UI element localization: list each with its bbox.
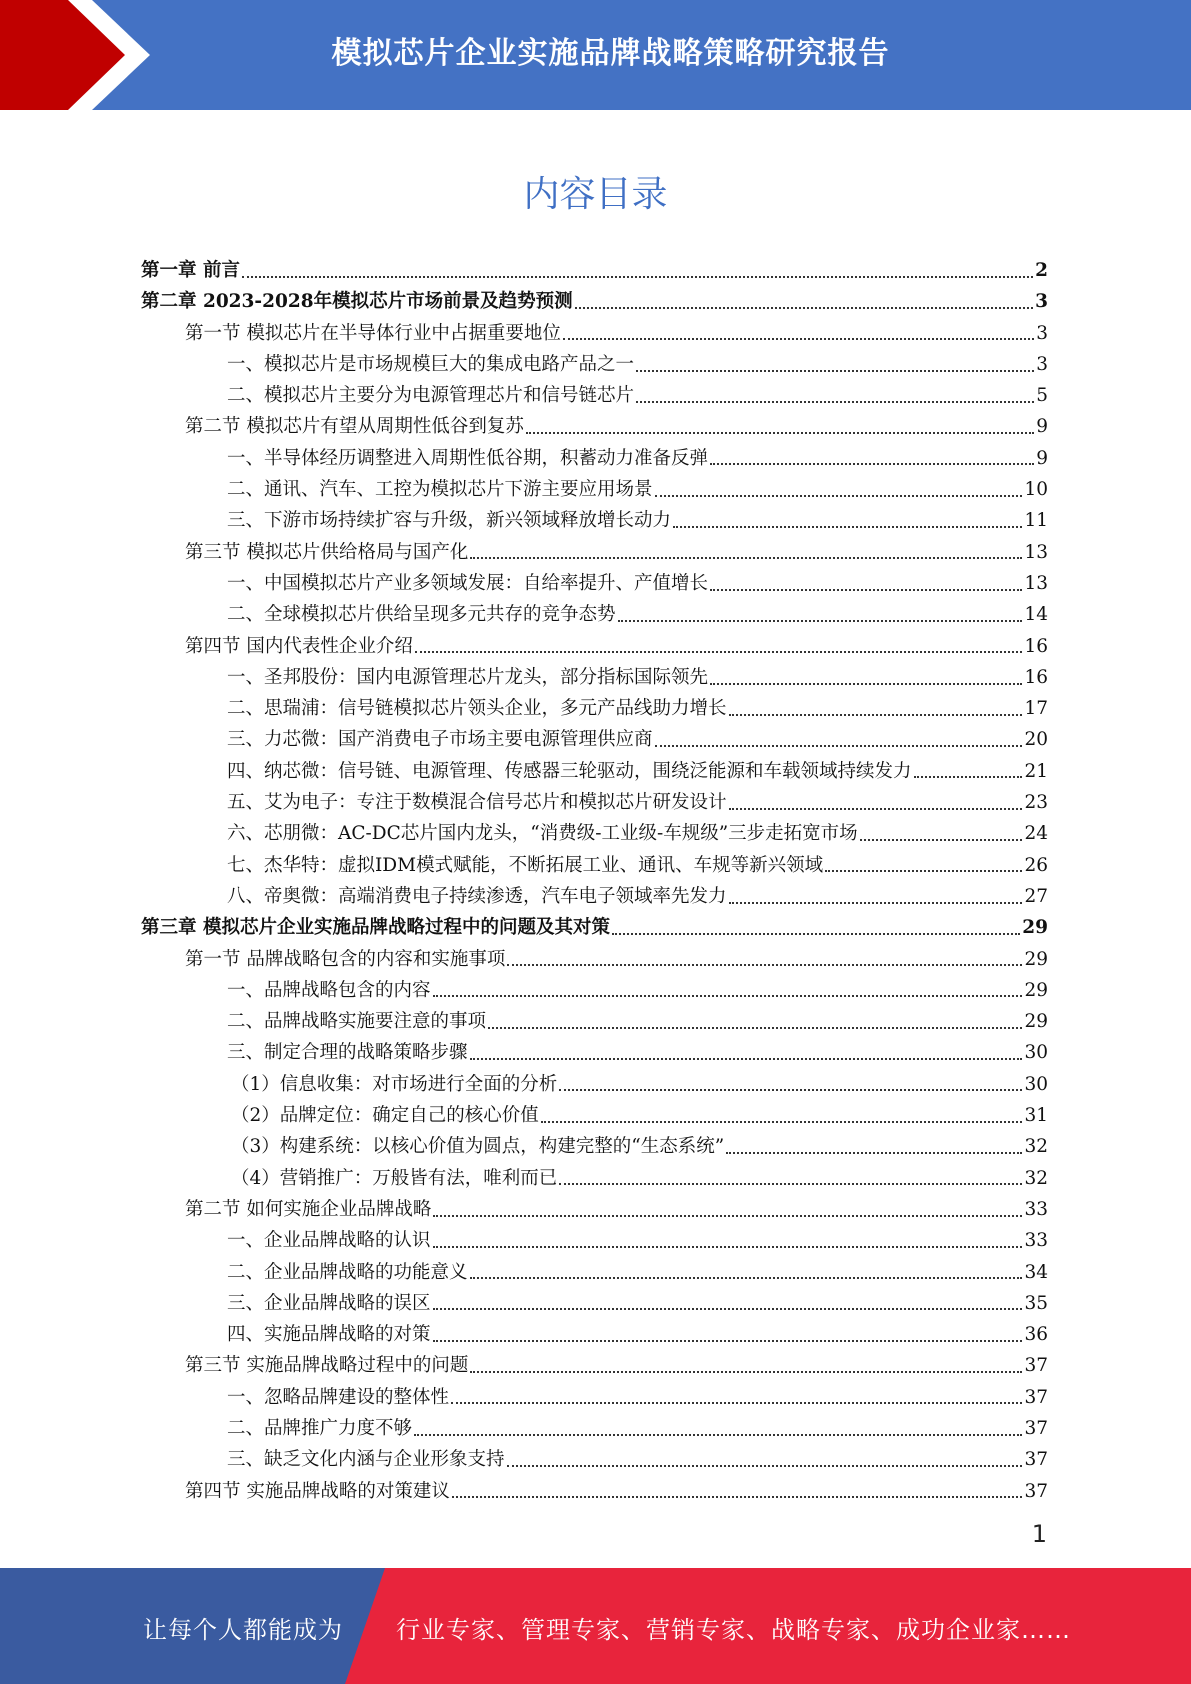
toc-entry[interactable] xyxy=(141,537,1048,568)
toc-entry[interactable] xyxy=(141,1225,1048,1256)
dot-leader xyxy=(636,370,1034,372)
dot-leader xyxy=(488,1027,1022,1029)
dot-leader xyxy=(470,1371,1022,1373)
dot-leader xyxy=(526,432,1034,434)
toc-entry-title: 二、品牌推广力度不够 xyxy=(227,1417,413,1439)
toc-entry[interactable] xyxy=(141,474,1048,505)
dot-leader xyxy=(507,1465,1023,1467)
toc-entry-page: 3 xyxy=(1035,291,1048,313)
toc-entry-page: 37 xyxy=(1024,1355,1048,1377)
dot-leader xyxy=(729,714,1023,716)
toc-entry[interactable] xyxy=(141,881,1048,912)
toc-entry-page: 23 xyxy=(1024,792,1048,814)
toc-entry-page: 37 xyxy=(1024,1449,1048,1471)
toc-entry-page: 33 xyxy=(1024,1198,1048,1220)
toc-entry[interactable] xyxy=(141,975,1048,1006)
dot-leader xyxy=(470,1058,1023,1060)
toc-entry[interactable] xyxy=(141,912,1048,943)
toc-entry-title: 二、通讯、汽车、工控为模拟芯片下游主要应用场景 xyxy=(227,479,653,501)
dot-leader xyxy=(729,902,1023,904)
toc-entry[interactable] xyxy=(141,1037,1048,1068)
toc-entry-title: 第三章 模拟芯片企业实施品牌战略过程中的问题及其对策 xyxy=(141,917,610,939)
toc-entry-title: 第一节 模拟芯片在半导体行业中占据重要地位 xyxy=(185,322,561,344)
footer-slogan-right: 行业专家、管理专家、营销专家、战略专家、成功企业家…… xyxy=(396,1616,1071,1644)
dot-leader xyxy=(242,276,1033,278)
toc-entry[interactable] xyxy=(141,1131,1048,1162)
dot-leader xyxy=(415,651,1023,653)
dot-leader xyxy=(433,1215,1022,1217)
dot-leader xyxy=(612,933,1020,935)
toc-entry-page: 5 xyxy=(1036,385,1048,407)
toc-entry-title: 六、芯朋微：AC-DC芯片国内龙头，“消费级-工业级-车规级”三步走拓宽市场 xyxy=(227,823,858,845)
dot-leader xyxy=(655,495,1023,497)
dot-leader xyxy=(673,526,1022,528)
toc-entry[interactable] xyxy=(141,349,1048,380)
toc-entry[interactable] xyxy=(141,1006,1048,1037)
table-of-contents xyxy=(141,255,1048,1507)
toc-entry[interactable] xyxy=(141,662,1048,693)
dot-leader xyxy=(618,620,1023,622)
toc-entry-title: （4）营销推广：万般皆有法，唯利而已 xyxy=(231,1167,558,1189)
toc-entry-title: 三、缺乏文化内涵与企业形象支持 xyxy=(227,1449,505,1471)
toc-entry-page: 14 xyxy=(1024,604,1048,626)
toc-entry-page: 36 xyxy=(1024,1324,1048,1346)
toc-entry[interactable] xyxy=(141,850,1048,881)
toc-entry-title: 第二章 2023-2028年模拟芯片市场前景及趋势预测 xyxy=(141,291,573,313)
page-header xyxy=(0,0,1191,110)
toc-entry[interactable] xyxy=(141,1444,1048,1475)
toc-entry-title: 第四节 国内代表性企业介绍 xyxy=(185,635,413,657)
toc-entry-page: 13 xyxy=(1024,572,1048,594)
dot-leader xyxy=(636,401,1034,403)
toc-entry-title: 一、企业品牌战略的认识 xyxy=(227,1230,431,1252)
toc-entry[interactable] xyxy=(141,693,1048,724)
toc-entry-title: 第一节 品牌战略包含的内容和实施事项 xyxy=(185,948,506,970)
page-footer xyxy=(0,1568,1191,1684)
toc-entry-page: 30 xyxy=(1024,1073,1048,1095)
toc-entry-title: 五、艾为电子：专注于数模混合信号芯片和模拟芯片研发设计 xyxy=(227,792,727,814)
toc-entry-page: 16 xyxy=(1024,666,1048,688)
dot-leader xyxy=(860,839,1023,841)
dot-leader xyxy=(559,1183,1022,1185)
dot-leader xyxy=(726,1152,1022,1154)
dot-leader xyxy=(433,995,1023,997)
toc-entry[interactable] xyxy=(141,1194,1048,1225)
toc-entry[interactable] xyxy=(141,318,1048,349)
toc-entry[interactable] xyxy=(141,756,1048,787)
toc-entry[interactable] xyxy=(141,1163,1048,1194)
toc-entry-page: 3 xyxy=(1036,322,1048,344)
footer-slogan-left: 让每个人都能成为 xyxy=(143,1616,343,1644)
toc-entry-page: 33 xyxy=(1024,1230,1048,1252)
toc-entry-title: 一、忽略品牌建设的整体性 xyxy=(227,1386,450,1408)
dot-leader xyxy=(433,1340,1023,1342)
toc-entry[interactable] xyxy=(141,599,1048,630)
dot-leader xyxy=(914,776,1023,778)
dot-leader xyxy=(710,463,1034,465)
dot-leader xyxy=(729,808,1023,810)
toc-entry-page: 9 xyxy=(1036,447,1048,469)
toc-entry-title: 第二节 模拟芯片有望从周期性低谷到复苏 xyxy=(185,416,524,438)
toc-entry-title: 三、企业品牌战略的误区 xyxy=(227,1292,431,1314)
toc-entry-title: 第一章 前言 xyxy=(141,260,240,281)
toc-entry[interactable] xyxy=(141,443,1048,474)
dot-leader xyxy=(541,1121,1023,1123)
toc-entry[interactable] xyxy=(141,1319,1048,1350)
toc-entry[interactable] xyxy=(141,631,1048,662)
toc-entry-page: 26 xyxy=(1024,854,1048,876)
toc-entry-title: 二、模拟芯片主要分为电源管理芯片和信号链芯片 xyxy=(227,385,635,407)
toc-entry-title: 三、力芯微：国产消费电子市场主要电源管理供应商 xyxy=(227,729,653,751)
dot-leader xyxy=(563,338,1034,340)
toc-entry-title: 七、杰华特：虚拟IDM模式赋能，不断拓展工业、通讯、车规等新兴领域 xyxy=(227,854,824,876)
toc-entry[interactable] xyxy=(141,255,1048,286)
toc-entry-title: 第三节 模拟芯片供给格局与国产化 xyxy=(185,541,469,563)
toc-entry-title: 二、思瑞浦：信号链模拟芯片领头企业，多元产品线助力增长 xyxy=(227,698,727,720)
toc-entry-page: 37 xyxy=(1024,1417,1048,1439)
toc-entry-page: 37 xyxy=(1024,1480,1048,1502)
toc-entry-page: 2 xyxy=(1035,260,1048,281)
toc-entry[interactable] xyxy=(141,818,1048,849)
toc-entry[interactable] xyxy=(141,1350,1048,1381)
toc-entry-title: 一、中国模拟芯片产业多领域发展：自给率提升、产值增长 xyxy=(227,572,709,594)
toc-entry-title: （2）品牌定位：确定自己的核心价值 xyxy=(231,1105,539,1127)
toc-entry[interactable] xyxy=(141,944,1048,975)
toc-entry[interactable] xyxy=(141,568,1048,599)
toc-entry-title: 二、全球模拟芯片供给呈现多元共存的竞争态势 xyxy=(227,604,616,626)
toc-entry-page: 32 xyxy=(1024,1136,1048,1158)
toc-entry-title: （1）信息收集：对市场进行全面的分析 xyxy=(231,1073,558,1095)
dot-leader xyxy=(507,964,1022,966)
dot-leader xyxy=(710,683,1022,685)
toc-entry-page: 27 xyxy=(1024,885,1048,907)
dot-leader xyxy=(470,557,1022,559)
dot-leader xyxy=(433,1246,1023,1248)
toc-entry[interactable] xyxy=(141,505,1048,536)
page-number: 1 xyxy=(1031,1520,1047,1548)
toc-entry-page: 37 xyxy=(1024,1386,1048,1408)
toc-entry-page: 29 xyxy=(1024,948,1048,970)
toc-entry[interactable] xyxy=(141,1100,1048,1131)
toc-entry[interactable] xyxy=(141,1382,1048,1413)
toc-entry-title: 一、品牌战略包含的内容 xyxy=(227,979,431,1001)
toc-entry-title: 二、企业品牌战略的功能意义 xyxy=(227,1261,468,1283)
toc-entry-page: 29 xyxy=(1022,917,1048,939)
toc-entry-title: 八、帝奥微：高端消费电子持续渗透，汽车电子领域率先发力 xyxy=(227,885,727,907)
toc-entry-page: 32 xyxy=(1024,1167,1048,1189)
toc-entry[interactable] xyxy=(141,1288,1048,1319)
toc-entry[interactable] xyxy=(141,380,1048,411)
toc-entry[interactable] xyxy=(141,787,1048,818)
toc-entry-title: 三、下游市场持续扩容与升级，新兴领域释放增长动力 xyxy=(227,510,672,532)
toc-entry-page: 29 xyxy=(1024,979,1048,1001)
toc-entry-page: 9 xyxy=(1036,416,1048,438)
toc-entry-page: 29 xyxy=(1024,1011,1048,1033)
toc-entry-page: 31 xyxy=(1024,1105,1048,1127)
toc-entry[interactable] xyxy=(141,286,1048,317)
toc-entry[interactable] xyxy=(141,1413,1048,1444)
toc-entry-page: 17 xyxy=(1024,698,1048,720)
toc-entry-title: 第三节 实施品牌战略过程中的问题 xyxy=(185,1355,469,1377)
toc-entry-title: 一、半导体经历调整进入周期性低谷期，积蓄动力准备反弹 xyxy=(227,447,709,469)
dot-leader xyxy=(710,589,1022,591)
dot-leader xyxy=(414,1434,1022,1436)
toc-entry-page: 10 xyxy=(1024,479,1048,501)
dot-leader xyxy=(559,1089,1022,1091)
toc-entry[interactable] xyxy=(141,411,1048,442)
toc-entry-page: 13 xyxy=(1024,541,1048,563)
toc-entry-page: 11 xyxy=(1024,510,1048,532)
toc-entry-page: 3 xyxy=(1036,353,1048,375)
toc-entry-title: 四、纳芯微：信号链、电源管理、传感器三轮驱动，围绕泛能源和车载领域持续发力 xyxy=(227,760,912,782)
toc-entry-page: 35 xyxy=(1024,1292,1048,1314)
toc-entry-title: 三、制定合理的战略策略步骤 xyxy=(227,1042,468,1064)
toc-entry-title: 四、实施品牌战略的对策 xyxy=(227,1324,431,1346)
toc-entry-page: 24 xyxy=(1024,823,1048,845)
toc-heading: 内容目录 xyxy=(523,174,668,215)
report-title: 模拟芯片企业实施品牌战略策略研究报告 xyxy=(331,36,890,71)
toc-entry-page: 30 xyxy=(1024,1042,1048,1064)
dot-leader xyxy=(575,307,1034,309)
toc-entry-page: 34 xyxy=(1024,1261,1048,1283)
toc-entry[interactable] xyxy=(141,1476,1048,1507)
dot-leader xyxy=(452,1496,1023,1498)
toc-entry[interactable] xyxy=(141,1257,1048,1288)
dot-leader xyxy=(825,870,1022,872)
toc-entry-page: 21 xyxy=(1024,760,1048,782)
dot-leader xyxy=(470,1277,1023,1279)
toc-entry-title: 一、圣邦股份：国内电源管理芯片龙头，部分指标国际领先 xyxy=(227,666,709,688)
toc-entry-page: 16 xyxy=(1024,635,1048,657)
dot-leader xyxy=(433,1308,1023,1310)
toc-entry-title: 一、模拟芯片是市场规模巨大的集成电路产品之一 xyxy=(227,353,635,375)
toc-entry-title: 第二节 如何实施企业品牌战略 xyxy=(185,1198,432,1220)
toc-entry[interactable] xyxy=(141,1069,1048,1100)
toc-entry[interactable] xyxy=(141,724,1048,755)
toc-entry-page: 20 xyxy=(1024,729,1048,751)
toc-entry-title: （3）构建系统：以核心价值为圆点，构建完整的“生态系统” xyxy=(231,1136,725,1158)
toc-entry-title: 第四节 实施品牌战略的对策建议 xyxy=(185,1480,450,1502)
toc-entry-title: 二、品牌战略实施要注意的事项 xyxy=(227,1011,487,1033)
dot-leader xyxy=(655,745,1023,747)
dot-leader xyxy=(451,1402,1022,1404)
